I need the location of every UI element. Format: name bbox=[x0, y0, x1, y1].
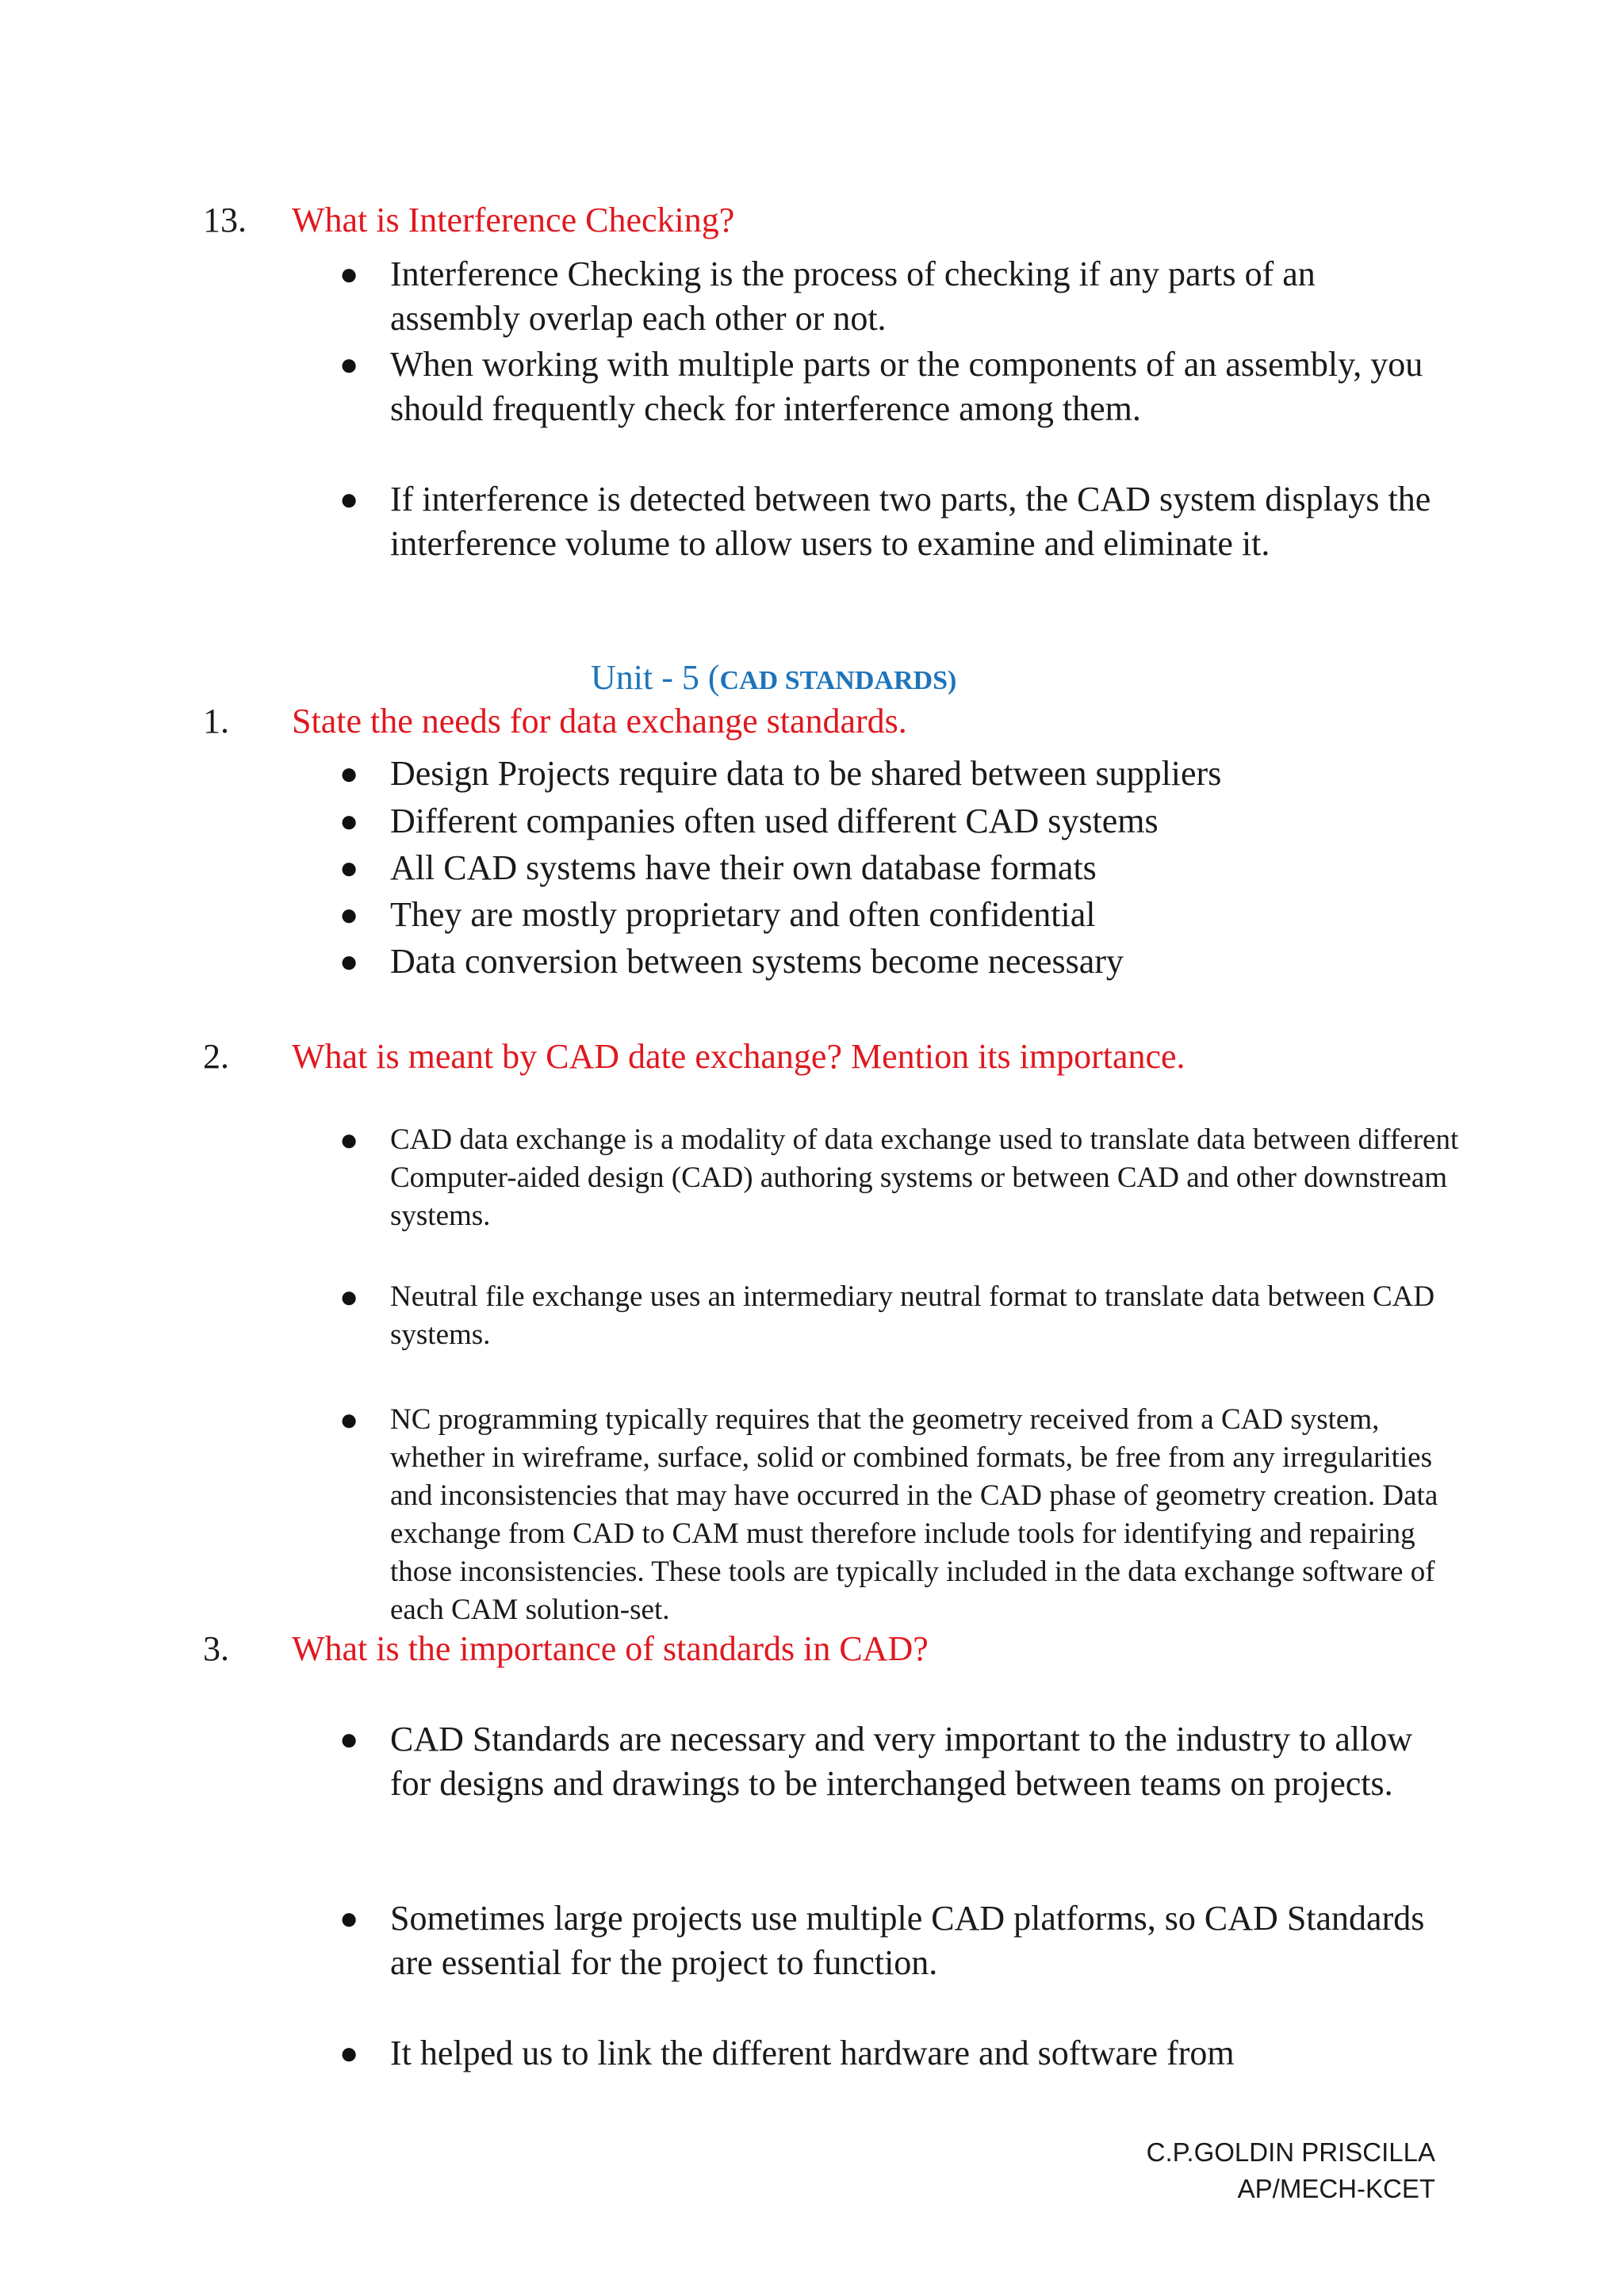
question-1-number: 1. bbox=[203, 702, 229, 740]
bullet-icon: ● bbox=[339, 803, 359, 839]
footer-affiliation: AP/MECH-KCET bbox=[1237, 2174, 1435, 2203]
question-1-text: State the needs for data exchange standards. bbox=[292, 702, 907, 740]
question-3-number: 3. bbox=[203, 1629, 229, 1668]
unit-title: CAD STANDARDS) bbox=[719, 666, 957, 695]
question-13-text: What is Interference Checking? bbox=[292, 201, 735, 239]
unit-prefix: Unit - 5 ( bbox=[591, 658, 720, 697]
q13-bullet-2: When working with multiple parts or the components of an assembly, you should frequently check for interference among them. bbox=[390, 345, 1423, 428]
question-2-number: 2. bbox=[203, 1037, 229, 1076]
q2-bullet-2: Neutral file exchange uses an intermediary neutral format to translate data between CAD systems. bbox=[390, 1280, 1435, 1351]
bullet-icon: ● bbox=[339, 1279, 359, 1314]
q1-bullet-2: Different companies often used different CAD systems bbox=[390, 802, 1159, 840]
bullet-icon: ● bbox=[339, 850, 359, 886]
bullet-icon: ● bbox=[339, 1402, 359, 1437]
q3-bullet-3: It helped us to link the different hardware and software from bbox=[390, 2034, 1235, 2072]
bullet-icon: ● bbox=[339, 943, 359, 979]
bullet-icon: ● bbox=[339, 897, 359, 932]
q3-bullet-2: Sometimes large projects use multiple CAD platforms, so CAD Standards are essential for the project to function. bbox=[390, 1899, 1425, 1982]
question-2-text: What is meant by CAD date exchange? Mention its importance. bbox=[292, 1037, 1185, 1076]
q1-bullet-1: Design Projects require data to be shared between suppliers bbox=[390, 754, 1222, 793]
q2-bullet-1: CAD data exchange is a modality of data exchange used to translate data between different Computer-aided design (CAD) authoring systems or between CAD and other downstream systems. bbox=[390, 1123, 1459, 1232]
bullet-icon: ● bbox=[339, 756, 359, 791]
bullet-icon: ● bbox=[339, 346, 359, 382]
bullet-icon: ● bbox=[339, 1122, 359, 1158]
q3-bullet-1: CAD Standards are necessary and very important to the industry to allow for designs and drawings to be interchanged between teams on projects. bbox=[390, 1720, 1413, 1803]
q2-bullet-3: NC programming typically requires that the geometry received from a CAD system, whether in wireframe, surface, solid or combined formats, be free from any irregularities and inconsistencies that may have occurred in the CAD phase of geometry creation. Data exchange from CAD to CAM must therefore include tools for identifying and repairing those inconsistencies. These tools are typically included in the data exchange software of each CAM solution-set. bbox=[390, 1403, 1438, 1626]
q1-bullet-5: Data conversion between systems become necessary bbox=[390, 942, 1124, 981]
bullet-icon: ● bbox=[339, 1721, 359, 1757]
bullet-icon: ● bbox=[339, 2035, 359, 2071]
bullet-icon: ● bbox=[339, 481, 359, 517]
bullet-icon: ● bbox=[339, 1900, 359, 1936]
q1-bullet-3: All CAD systems have their own database formats bbox=[390, 848, 1097, 887]
footer-author: C.P.GOLDIN PRISCILLA bbox=[1146, 2137, 1435, 2167]
q1-bullet-4: They are mostly proprietary and often confidential bbox=[390, 895, 1096, 934]
bullet-icon: ● bbox=[339, 256, 359, 292]
question-13-number: 13. bbox=[203, 201, 247, 239]
unit-heading bbox=[591, 656, 956, 703]
q13-bullet-1: Interference Checking is the process of checking if any parts of an assembly overlap each other or not. bbox=[390, 254, 1316, 338]
page-footer bbox=[1147, 2134, 1435, 2207]
q13-bullet-3: If interference is detected between two parts, the CAD system displays the interference volume to allow users to examine and eliminate it. bbox=[390, 480, 1431, 563]
question-3-text: What is the importance of standards in CAD? bbox=[292, 1629, 929, 1668]
